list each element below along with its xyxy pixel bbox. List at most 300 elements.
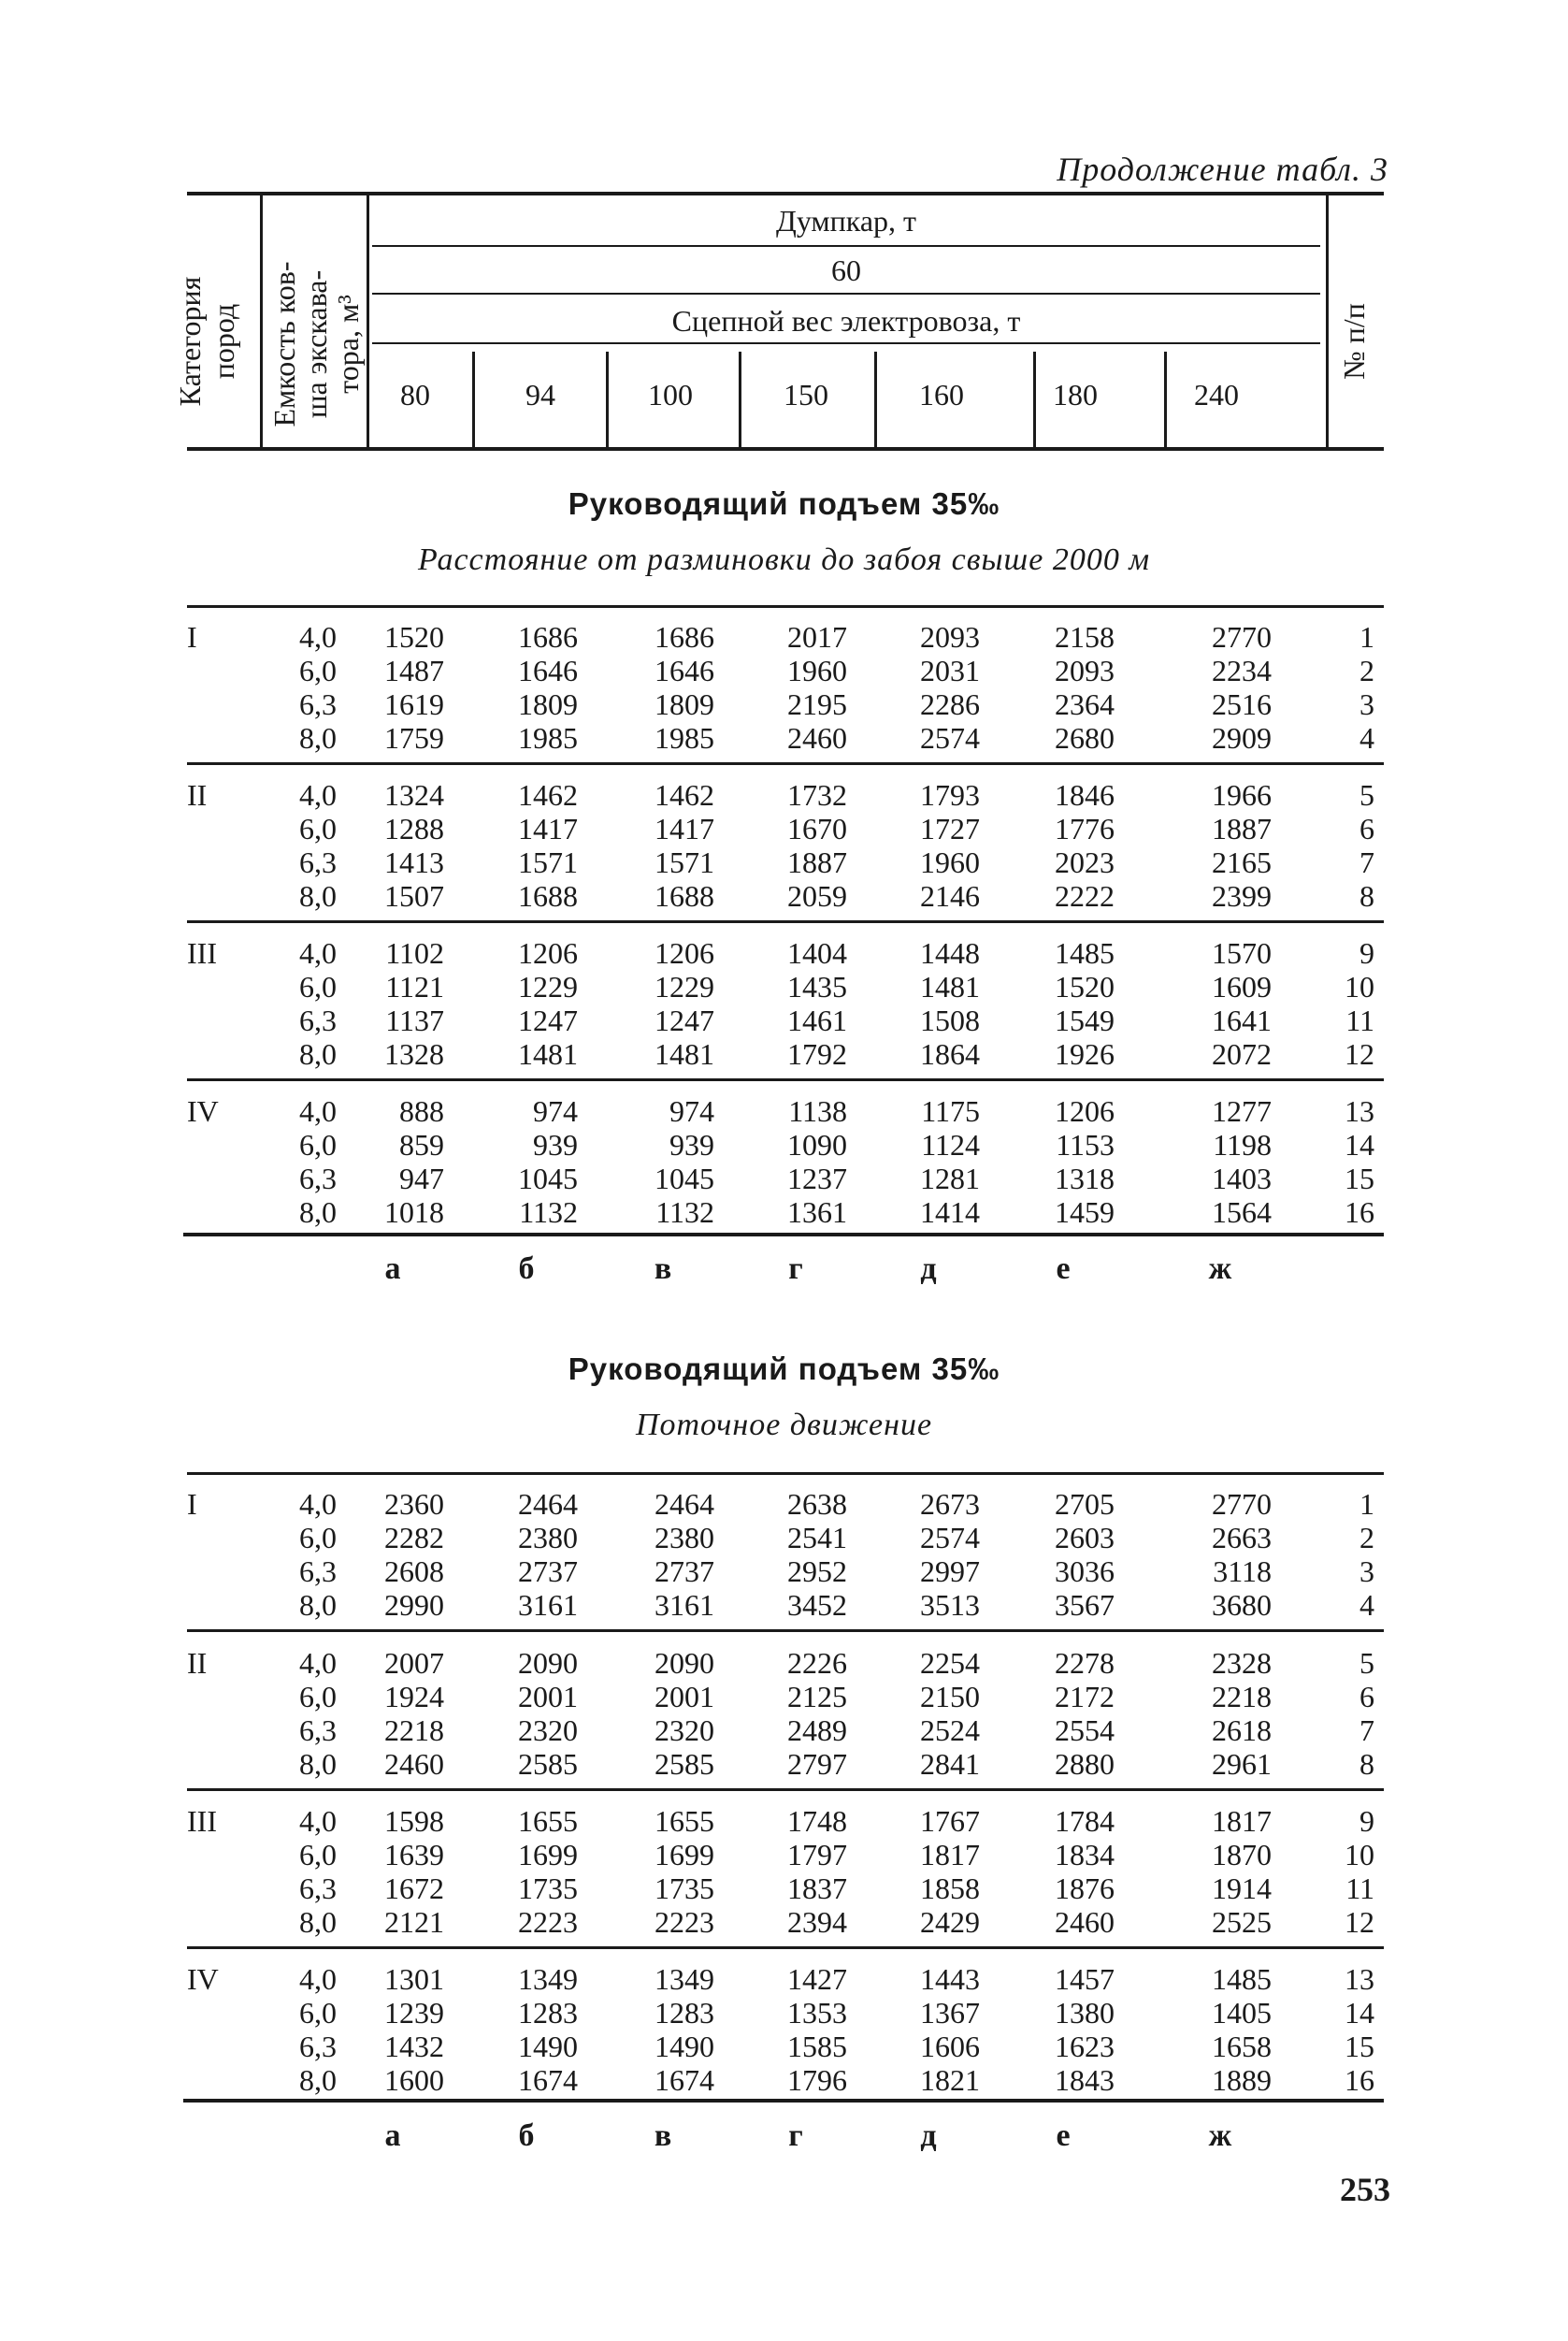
category-cell: I (187, 620, 197, 654)
group-divider (187, 762, 1384, 765)
table-row (0, 2030, 1568, 2063)
value-cell: 1461 (787, 1004, 847, 1037)
header-rule-loco (372, 342, 1320, 344)
value-cell: 974 (533, 1094, 578, 1128)
value-cell: 1198 (1213, 1128, 1272, 1162)
table-row (0, 1996, 1568, 2030)
category-cell: III (187, 1804, 217, 1838)
index-cell: 3 (1359, 687, 1374, 721)
value-cell: 1520 (1055, 970, 1115, 1004)
value-cell: 1817 (920, 1838, 980, 1871)
index-cell: 10 (1345, 970, 1374, 1004)
index-cell: 2 (1359, 654, 1374, 687)
value-cell: 1045 (655, 1162, 714, 1195)
value-cell: 974 (669, 1094, 714, 1128)
capacity-cell: 8,0 (299, 1747, 337, 1781)
table-row (0, 1871, 1568, 1905)
column-letter: в (654, 1251, 672, 1286)
value-cell: 2360 (384, 1487, 444, 1521)
value-cell: 1281 (920, 1162, 980, 1195)
section-subtitle: Расстояние от разминовки до забоя свыше 2000 м (417, 542, 1151, 577)
value-cell: 2121 (384, 1905, 444, 1939)
section-subtitle: Поточное движение (635, 1408, 933, 1442)
value-cell: 1459 (1055, 1195, 1115, 1229)
index-cell: 14 (1345, 1996, 1374, 2030)
table-row (0, 654, 1568, 687)
value-cell: 2146 (920, 879, 980, 913)
value-cell: 2007 (384, 1646, 444, 1680)
header-capacity: Емкость ков- ша экскава- тора, м³ (267, 261, 365, 427)
index-cell: 6 (1359, 1680, 1374, 1713)
index-cell: 12 (1345, 1037, 1374, 1071)
table-row (0, 812, 1568, 845)
value-cell: 939 (533, 1128, 578, 1162)
value-cell: 1301 (384, 1962, 444, 1996)
value-cell: 2399 (1212, 879, 1272, 913)
capacity-cell: 8,0 (299, 1037, 337, 1071)
value-cell: 1699 (518, 1838, 578, 1871)
value-cell: 2525 (1212, 1905, 1272, 1939)
value-cell: 2001 (518, 1680, 578, 1713)
value-cell: 1619 (384, 687, 444, 721)
value-cell: 2673 (920, 1487, 980, 1521)
index-cell: 8 (1359, 879, 1374, 913)
value-cell: 1792 (787, 1037, 847, 1071)
table-row (0, 1804, 1568, 1838)
table-row (0, 1905, 1568, 1939)
table-row (0, 1162, 1568, 1195)
column-letter: ж (1208, 2118, 1232, 2153)
value-cell: 2017 (787, 620, 847, 654)
value-cell: 1485 (1212, 1962, 1272, 1996)
value-cell: 1732 (787, 778, 847, 812)
capacity-cell: 6,0 (299, 654, 337, 687)
table-row (0, 2063, 1568, 2097)
value-cell: 1121 (385, 970, 444, 1004)
value-cell: 1435 (787, 970, 847, 1004)
table-top-rule (187, 1472, 1384, 1475)
value-cell: 1688 (655, 879, 714, 913)
index-cell: 11 (1345, 1871, 1374, 1905)
value-cell: 1206 (1055, 1094, 1115, 1128)
header-divider-index (1326, 194, 1329, 448)
table-row (0, 1747, 1568, 1781)
value-cell: 1606 (920, 2030, 980, 2063)
column-letter: а (384, 1251, 401, 1286)
index-cell: 7 (1359, 1713, 1374, 1747)
value-cell: 1417 (655, 812, 714, 845)
value-cell: 1102 (385, 936, 444, 970)
value-cell: 1462 (518, 778, 578, 812)
group-divider (187, 1078, 1384, 1081)
index-cell: 14 (1345, 1128, 1374, 1162)
value-cell: 2574 (920, 1521, 980, 1554)
capacity-cell: 4,0 (299, 1804, 337, 1838)
value-cell: 1914 (1212, 1871, 1272, 1905)
value-cell: 2093 (920, 620, 980, 654)
value-cell: 2234 (1212, 654, 1272, 687)
value-cell: 2380 (518, 1521, 578, 1554)
index-cell: 1 (1359, 620, 1374, 654)
value-cell: 1609 (1212, 970, 1272, 1004)
index-cell: 5 (1359, 1646, 1374, 1680)
header-loco-weight: Сцепной вес электровоза, т (671, 304, 1021, 338)
value-cell: 1767 (920, 1804, 980, 1838)
value-cell: 1817 (1212, 1804, 1272, 1838)
column-letter: г (788, 2118, 803, 2153)
index-cell: 10 (1345, 1838, 1374, 1871)
index-cell: 13 (1345, 1962, 1374, 1996)
value-cell: 2286 (920, 687, 980, 721)
value-cell: 1288 (384, 812, 444, 845)
value-cell: 1427 (787, 1962, 847, 1996)
index-cell: 11 (1345, 1004, 1374, 1037)
value-cell: 1490 (518, 2030, 578, 2063)
index-cell: 12 (1345, 1905, 1374, 1939)
value-cell: 1462 (655, 778, 714, 812)
value-cell: 1349 (655, 1962, 714, 1996)
category-cell: IV (187, 1962, 219, 1996)
value-cell: 2320 (655, 1713, 714, 1747)
capacity-cell: 8,0 (299, 879, 337, 913)
value-cell: 1353 (787, 1996, 847, 2030)
value-cell: 2841 (920, 1747, 980, 1781)
value-cell: 2090 (518, 1646, 578, 1680)
header-loco-divider (1164, 352, 1167, 447)
value-cell: 1985 (655, 721, 714, 755)
capacity-cell: 8,0 (299, 2063, 337, 2097)
value-cell: 1784 (1055, 1804, 1115, 1838)
header-loco-80: 80 (400, 378, 430, 412)
value-cell: 2150 (920, 1680, 980, 1713)
section-title: Руководящий подъем 35‰ (568, 486, 1000, 521)
value-cell: 2158 (1055, 620, 1115, 654)
column-letters (0, 1251, 1568, 1289)
value-cell: 1404 (787, 936, 847, 970)
value-cell: 2574 (920, 721, 980, 755)
value-cell: 2278 (1055, 1646, 1115, 1680)
value-cell: 1641 (1212, 1004, 1272, 1037)
value-cell: 2223 (655, 1905, 714, 1939)
value-cell: 2059 (787, 879, 847, 913)
value-cell: 1876 (1055, 1871, 1115, 1905)
value-cell: 2223 (518, 1905, 578, 1939)
column-letter: б (518, 1251, 535, 1286)
header-rule-dumpcar-value (372, 293, 1320, 295)
capacity-cell: 6,3 (299, 1004, 337, 1037)
category-cell: IV (187, 1094, 219, 1128)
value-cell: 2516 (1212, 687, 1272, 721)
value-cell: 2218 (384, 1713, 444, 1747)
continuation-label: Продолжение табл. 3 (1057, 151, 1388, 188)
value-cell: 939 (669, 1128, 714, 1162)
value-cell: 1247 (518, 1004, 578, 1037)
column-letter: е (1056, 2118, 1071, 2153)
value-cell: 2489 (787, 1713, 847, 1747)
value-cell: 1837 (787, 1871, 847, 1905)
value-cell: 2195 (787, 687, 847, 721)
value-cell: 2460 (1055, 1905, 1115, 1939)
value-cell: 1793 (920, 778, 980, 812)
value-cell: 2770 (1212, 1487, 1272, 1521)
table-row (0, 879, 1568, 913)
value-cell: 1759 (384, 721, 444, 755)
table-row (0, 1646, 1568, 1680)
value-cell: 1417 (518, 812, 578, 845)
column-letter: ж (1208, 1251, 1232, 1286)
category-cell: I (187, 1487, 197, 1521)
value-cell: 1481 (518, 1037, 578, 1071)
value-cell: 888 (399, 1094, 444, 1128)
value-cell: 1598 (384, 1804, 444, 1838)
value-cell: 2460 (384, 1747, 444, 1781)
index-cell: 8 (1359, 1747, 1374, 1781)
value-cell: 1846 (1055, 778, 1115, 812)
value-cell: 1443 (920, 1962, 980, 1996)
value-cell: 1821 (920, 2063, 980, 2097)
value-cell: 1490 (655, 2030, 714, 2063)
value-cell: 1229 (655, 970, 714, 1004)
value-cell: 1090 (787, 1128, 847, 1162)
value-cell: 1699 (655, 1838, 714, 1871)
value-cell: 1858 (920, 1871, 980, 1905)
value-cell: 1549 (1055, 1004, 1115, 1037)
index-cell: 1 (1359, 1487, 1374, 1521)
value-cell: 1797 (787, 1838, 847, 1871)
value-cell: 1686 (518, 620, 578, 654)
value-cell: 2328 (1212, 1646, 1272, 1680)
header-loco-divider (472, 352, 475, 447)
table-row (0, 1713, 1568, 1747)
value-cell: 2222 (1055, 879, 1115, 913)
value-cell: 1985 (518, 721, 578, 755)
value-cell: 1153 (1056, 1128, 1115, 1162)
capacity-cell: 6,3 (299, 1162, 337, 1195)
value-cell: 1585 (787, 2030, 847, 2063)
value-cell: 2705 (1055, 1487, 1115, 1521)
value-cell: 1686 (655, 620, 714, 654)
header-rule-dumpcar (372, 245, 1320, 247)
value-cell: 1367 (920, 1996, 980, 2030)
value-cell: 3513 (920, 1588, 980, 1622)
value-cell: 1960 (787, 654, 847, 687)
value-cell: 1487 (384, 654, 444, 687)
capacity-cell: 6,0 (299, 1128, 337, 1162)
value-cell: 1448 (920, 936, 980, 970)
value-cell: 2585 (655, 1747, 714, 1781)
column-letter: е (1056, 1251, 1071, 1286)
value-cell: 1206 (518, 936, 578, 970)
value-cell: 1926 (1055, 1037, 1115, 1071)
header-loco-150: 150 (784, 378, 828, 412)
value-cell: 1485 (1055, 936, 1115, 970)
group-divider (187, 1788, 1384, 1791)
group-divider (187, 1629, 1384, 1632)
section-title: Руководящий подъем 35‰ (568, 1351, 1000, 1386)
value-cell: 1206 (655, 936, 714, 970)
value-cell: 2380 (655, 1521, 714, 1554)
index-cell: 15 (1345, 2030, 1374, 2063)
value-cell: 947 (399, 1162, 444, 1195)
table-row (0, 778, 1568, 812)
column-letter: в (654, 2118, 672, 2153)
value-cell: 1655 (655, 1804, 714, 1838)
value-cell: 1457 (1055, 1962, 1115, 1996)
value-cell: 2282 (384, 1521, 444, 1554)
value-cell: 1349 (518, 1962, 578, 1996)
value-cell: 2254 (920, 1646, 980, 1680)
value-cell: 3036 (1055, 1554, 1115, 1588)
value-cell: 2364 (1055, 687, 1115, 721)
value-cell: 2090 (655, 1646, 714, 1680)
value-cell: 2585 (518, 1747, 578, 1781)
index-cell: 7 (1359, 845, 1374, 879)
table-row (0, 1004, 1568, 1037)
value-cell: 1564 (1212, 1195, 1272, 1229)
value-cell: 2663 (1212, 1521, 1272, 1554)
capacity-cell: 4,0 (299, 1094, 337, 1128)
value-cell: 1481 (655, 1037, 714, 1071)
value-cell: 2603 (1055, 1521, 1115, 1554)
value-cell: 3161 (518, 1588, 578, 1622)
value-cell: 1639 (384, 1838, 444, 1871)
value-cell: 1328 (384, 1037, 444, 1071)
value-cell: 2460 (787, 721, 847, 755)
value-cell: 1239 (384, 1996, 444, 2030)
capacity-cell: 4,0 (299, 778, 337, 812)
category-cell: II (187, 1646, 208, 1680)
value-cell: 1571 (655, 845, 714, 879)
capacity-cell: 6,0 (299, 1680, 337, 1713)
value-cell: 1413 (384, 845, 444, 879)
index-cell: 9 (1359, 1804, 1374, 1838)
value-cell: 1809 (655, 687, 714, 721)
value-cell: 1570 (1212, 936, 1272, 970)
column-letter: д (920, 2118, 937, 2153)
value-cell: 2737 (655, 1554, 714, 1588)
header-index: № п/п (1337, 303, 1371, 380)
value-cell: 1887 (1212, 812, 1272, 845)
value-cell: 1138 (788, 1094, 847, 1128)
page-number: 253 (1340, 2171, 1390, 2208)
table-row (0, 845, 1568, 879)
capacity-cell: 4,0 (299, 1962, 337, 1996)
value-cell: 2001 (655, 1680, 714, 1713)
value-cell: 1870 (1212, 1838, 1272, 1871)
value-cell: 1403 (1212, 1162, 1272, 1195)
table-row (0, 970, 1568, 1004)
value-cell: 2172 (1055, 1680, 1115, 1713)
capacity-cell: 4,0 (299, 1487, 337, 1521)
index-cell: 5 (1359, 778, 1374, 812)
header-divider-category (260, 194, 263, 448)
capacity-cell: 6,3 (299, 1713, 337, 1747)
header-dumpcar: Думпкар, т (775, 204, 917, 238)
capacity-cell: 6,0 (299, 1521, 337, 1554)
header-loco-100: 100 (648, 378, 693, 412)
value-cell: 1735 (518, 1871, 578, 1905)
value-cell: 2961 (1212, 1747, 1272, 1781)
table-row (0, 1195, 1568, 1229)
value-cell: 1277 (1212, 1094, 1272, 1128)
value-cell: 1520 (384, 620, 444, 654)
table-row (0, 620, 1568, 654)
value-cell: 1735 (655, 1871, 714, 1905)
value-cell: 2608 (384, 1554, 444, 1588)
index-cell: 4 (1359, 1588, 1374, 1622)
value-cell: 1889 (1212, 2063, 1272, 2097)
table-row (0, 936, 1568, 970)
header-loco-180: 180 (1053, 378, 1098, 412)
table-row (0, 1487, 1568, 1521)
value-cell: 1727 (920, 812, 980, 845)
table-bottom-rule (183, 1233, 1384, 1236)
value-cell: 3452 (787, 1588, 847, 1622)
value-cell: 2797 (787, 1747, 847, 1781)
value-cell: 2125 (787, 1680, 847, 1713)
value-cell: 2031 (920, 654, 980, 687)
table-row (0, 687, 1568, 721)
table-row (0, 1037, 1568, 1071)
table-row (0, 1521, 1568, 1554)
value-cell: 1229 (518, 970, 578, 1004)
value-cell: 3680 (1212, 1588, 1272, 1622)
value-cell: 3161 (655, 1588, 714, 1622)
header-loco-94: 94 (525, 378, 555, 412)
value-cell: 1670 (787, 812, 847, 845)
value-cell: 2464 (518, 1487, 578, 1521)
value-cell: 2023 (1055, 845, 1115, 879)
capacity-cell: 6,0 (299, 812, 337, 845)
index-cell: 16 (1345, 2063, 1374, 2097)
value-cell: 2218 (1212, 1680, 1272, 1713)
value-cell: 1380 (1055, 1996, 1115, 2030)
value-cell: 2554 (1055, 1713, 1115, 1747)
column-letters (0, 2118, 1568, 2156)
value-cell: 1045 (518, 1162, 578, 1195)
value-cell: 1137 (385, 1004, 444, 1037)
value-cell: 1175 (921, 1094, 980, 1128)
column-letter: д (920, 1251, 937, 1286)
value-cell: 1361 (787, 1195, 847, 1229)
value-cell: 1318 (1055, 1162, 1115, 1195)
value-cell: 2680 (1055, 721, 1115, 755)
value-cell: 1674 (518, 2063, 578, 2097)
value-cell: 2618 (1212, 1713, 1272, 1747)
value-cell: 1672 (384, 1871, 444, 1905)
value-cell: 1237 (787, 1162, 847, 1195)
value-cell: 1600 (384, 2063, 444, 2097)
header-loco-divider (606, 352, 609, 447)
value-cell: 1834 (1055, 1838, 1115, 1871)
capacity-cell: 8,0 (299, 721, 337, 755)
value-cell: 1283 (655, 1996, 714, 2030)
value-cell: 1688 (518, 879, 578, 913)
value-cell: 1132 (519, 1195, 578, 1229)
value-cell: 1887 (787, 845, 847, 879)
capacity-cell: 6,3 (299, 1554, 337, 1588)
category-cell: II (187, 778, 208, 812)
value-cell: 2541 (787, 1521, 847, 1554)
index-cell: 4 (1359, 721, 1374, 755)
value-cell: 2320 (518, 1713, 578, 1747)
value-cell: 1018 (384, 1195, 444, 1229)
column-letter: а (384, 2118, 401, 2153)
header-loco-divider (874, 352, 877, 447)
value-cell: 2909 (1212, 721, 1272, 755)
value-cell: 1481 (920, 970, 980, 1004)
value-cell: 1324 (384, 778, 444, 812)
